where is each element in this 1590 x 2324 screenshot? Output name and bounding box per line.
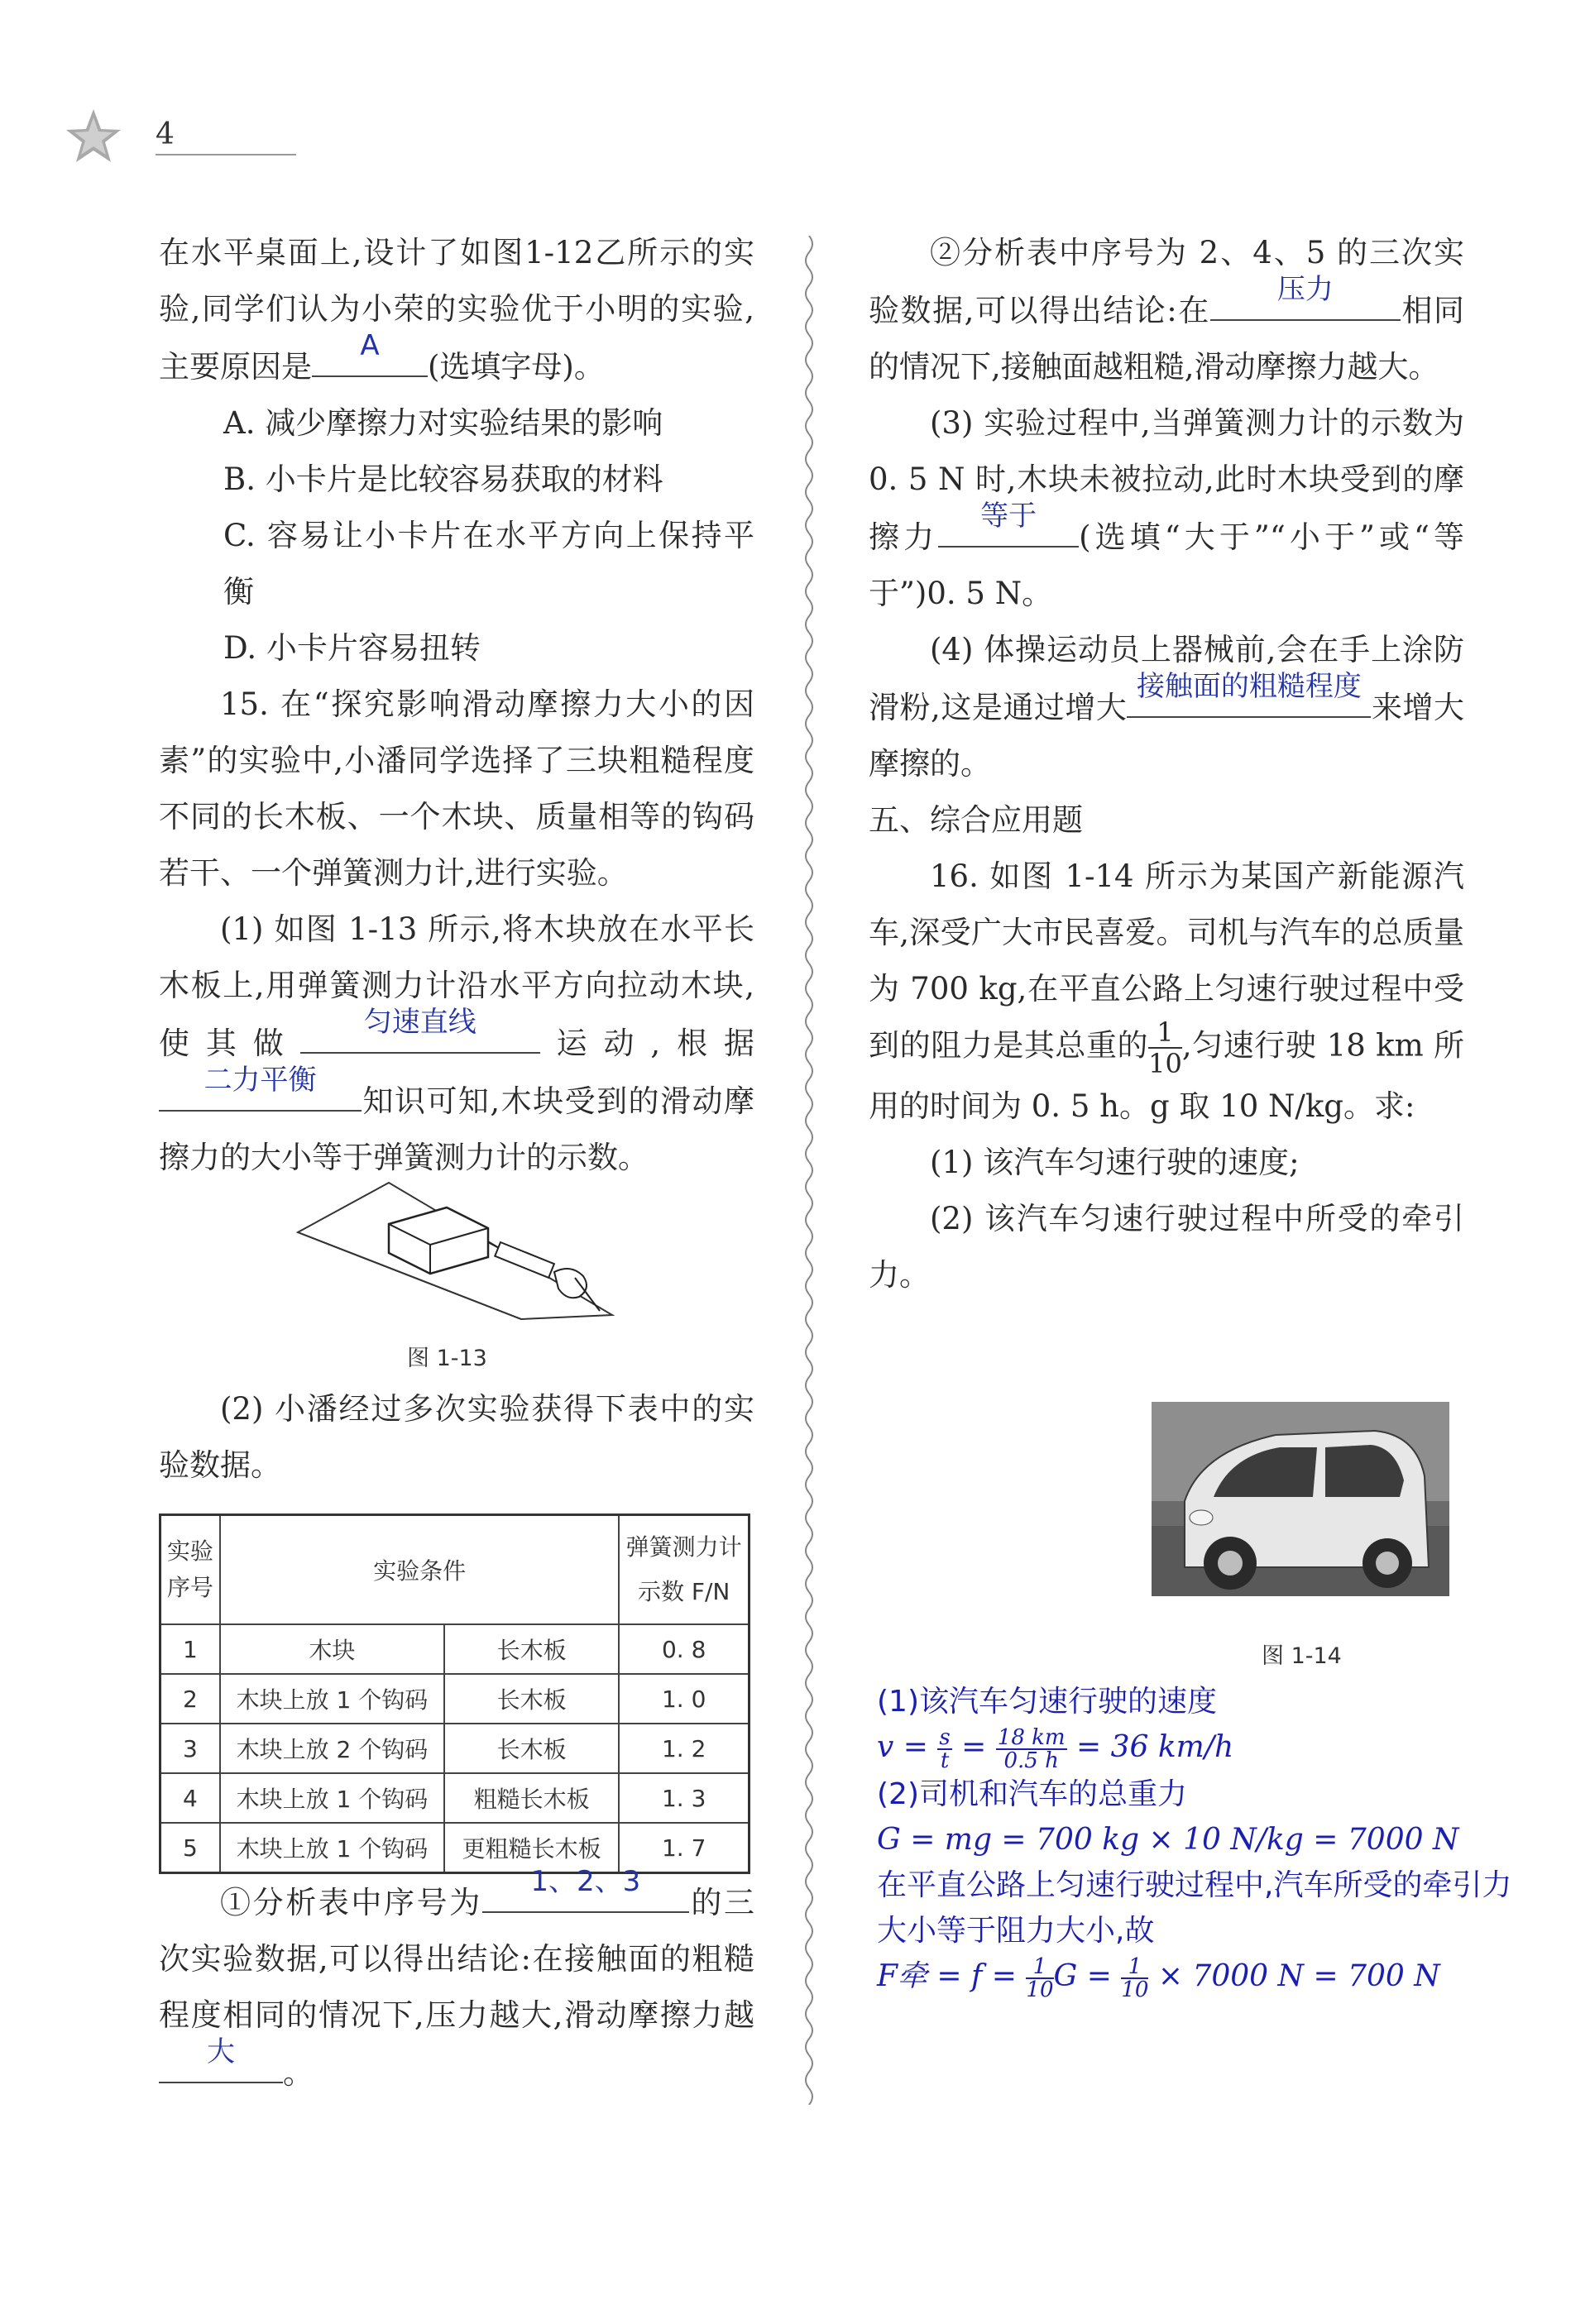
- page-number: 4: [156, 117, 175, 151]
- table-cell: 长木板: [444, 1724, 619, 1773]
- header-condition: 实验条件: [220, 1515, 620, 1625]
- question-15-2-a: ①分析表中序号为 1、2、3 的三次实验数据,可以得出结论:在接触面的粗糙程度相同的情况下,压力越大,滑动摩擦力越 大 。: [159, 1865, 755, 2091]
- column-divider: [801, 236, 817, 2105]
- question-16-2: (2) 该汽车匀速行驶过程中所受的牵引力。: [869, 1201, 1464, 1293]
- option-c: C. 容易让小卡片在水平方向上保持平衡: [223, 518, 754, 610]
- table-cell: 木块上放 1 个钩码: [220, 1674, 444, 1724]
- question-15-3: (3) 实验过程中,当弹簧测力计的示数为 0. 5 N 时,木块未被拉动,此时木块受到的摩擦力 等于 (选填“大于”“小于”或“等于”)0. 5 N。: [869, 405, 1464, 611]
- table-cell: 更粗糙长木板: [444, 1823, 619, 1873]
- answer-blank: 匀速直线: [300, 1014, 540, 1054]
- star-icon: [65, 108, 122, 165]
- question-15-1: (1) 如图 1-13 所示,将木块放在水平长木板上,用弹簧测力计沿水平方向拉动木块,使其做 匀速直线 运动,根据 二力平衡 知识可知,木块受到的滑动摩擦力的大小等于弹簧测力计的示数。: [159, 911, 755, 1175]
- table-cell: 1: [160, 1624, 220, 1674]
- answer-blank: 二力平衡: [159, 1072, 362, 1112]
- table-cell: 木块上放 1 个钩码: [220, 1773, 444, 1823]
- answer-blank: 压力: [1210, 281, 1401, 321]
- table-cell: 1. 3: [619, 1773, 749, 1823]
- answer-blank: 接触面的粗糙程度: [1127, 678, 1371, 718]
- table-cell: 0. 8: [619, 1624, 749, 1674]
- table-row: [160, 1773, 750, 1823]
- solution-line-3: (2)司机和汽车的总重力: [877, 1777, 1187, 1811]
- question-15-4: (4) 体操运动员上器械前,会在手上涂防滑粉,这是通过增大 接触面的粗糙程度 来增大摩擦的。: [869, 632, 1464, 782]
- paragraph-q14-end: 在水平桌面上,设计了如图1-12乙所示的实验,同学们认为小荣的实验优于小明的实验,主要原因是 A (选填字母)。: [159, 235, 754, 385]
- question-16: 16. 如图 1-14 所示为某国产新能源汽车,深受广大市民喜爱。司机与汽车的总质量为 700 kg,在平直公路上匀速行驶过程中受到的阻力是其总重的 $\frac{1}{10}$ ,匀速行驶 18 km 所用的时间为 0. 5 h。g 取 10 N/kg。求:: [869, 858, 1464, 1124]
- table-cell: 2: [160, 1674, 220, 1724]
- table-cell: 木块上放 1 个钩码: [220, 1823, 444, 1873]
- table-cell: 长木板: [444, 1624, 619, 1674]
- left-column: [159, 225, 754, 1186]
- answer-blank: 1、2、3: [482, 1873, 689, 1913]
- table-row: [160, 1724, 750, 1773]
- header-rule: [156, 154, 296, 155]
- table-cell: 长木板: [444, 1674, 619, 1724]
- table-cell: 1. 2: [619, 1724, 749, 1773]
- figure-1-13-caption: 图 1-13: [407, 1346, 487, 1371]
- table-row: [160, 1624, 750, 1674]
- table-cell: 1. 0: [619, 1674, 749, 1724]
- table-cell: 粗糙长木板: [444, 1773, 619, 1823]
- left-column-bottom: [159, 1865, 755, 2102]
- solution-line-6: F牵 = f = $\frac{1}{10}$ G = $\frac{1}{10}$ × 7000 N = 700 N: [877, 1954, 1440, 2002]
- figure-1-13-drawing: [290, 1174, 620, 1323]
- header-force: 弹簧测力计示数 F/N: [619, 1515, 749, 1625]
- question-15: 15. 在“探究影响滑动摩擦力大小的因素”的实验中,小潘同学选择了三块粗糙程度不同的长木板、一个木块、质量相等的钩码若干、一个弹簧测力计,进行实验。: [159, 686, 754, 891]
- right-column: [869, 225, 1464, 1303]
- experiment-data-table: [159, 1513, 750, 1874]
- solution-line-1: (1)该汽车匀速行驶的速度: [877, 1685, 1217, 1719]
- table-cell: 木块上放 2 个钩码: [220, 1724, 444, 1773]
- answer-blank: 大: [159, 2044, 283, 2083]
- option-a: A. 减少摩擦力对实验结果的影响: [223, 405, 663, 441]
- fraction: $\frac{1}{10}$: [1148, 1016, 1182, 1079]
- handwritten-solution: [877, 1679, 1522, 2001]
- question-16-1: (1) 该汽车匀速行驶的速度;: [930, 1145, 1300, 1180]
- figure-1-14-caption: 图 1-14: [1262, 1643, 1342, 1669]
- option-d: D. 小卡片容易扭转: [223, 630, 481, 666]
- table-cell: 3: [160, 1724, 220, 1773]
- solution-line-2: v = $\frac{s}{t}$ = $\frac{18 km}{0.5 h}$ = 36 km/h: [877, 1725, 1234, 1773]
- table-row: [160, 1674, 750, 1724]
- section-heading: 五、综合应用题: [869, 802, 1083, 838]
- page-header: [65, 108, 230, 157]
- table-cell: 5: [160, 1823, 220, 1873]
- header-seq: 实验序号: [160, 1515, 220, 1625]
- left-column-continued: [159, 1381, 754, 1494]
- answer-blank: 等于: [938, 508, 1079, 548]
- solution-line-4: G = mg = 700 kg × 10 N/kg = 7000 N: [877, 1823, 1459, 1857]
- table-cell: 木块: [220, 1624, 444, 1674]
- table-cell: 1. 7: [619, 1823, 749, 1873]
- figure-1-14-car-photo: [1152, 1402, 1449, 1596]
- option-b: B. 小卡片是比较容易获取的材料: [223, 461, 663, 497]
- answer-blank: A: [312, 337, 428, 377]
- question-15-2-b: ②分析表中序号为 2、4、5 的三次实验数据,可以得出结论:在 压力 相同的情况下,接触面越粗糙,滑动摩擦力越大。: [869, 235, 1464, 385]
- solution-line-5: 在平直公路上匀速行驶过程中,汽车所受的牵引力大小等于阻力大小,故: [877, 1868, 1512, 1948]
- table-cell: 4: [160, 1773, 220, 1823]
- question-15-2: (2) 小潘经过多次实验获得下表中的实验数据。: [159, 1391, 754, 1483]
